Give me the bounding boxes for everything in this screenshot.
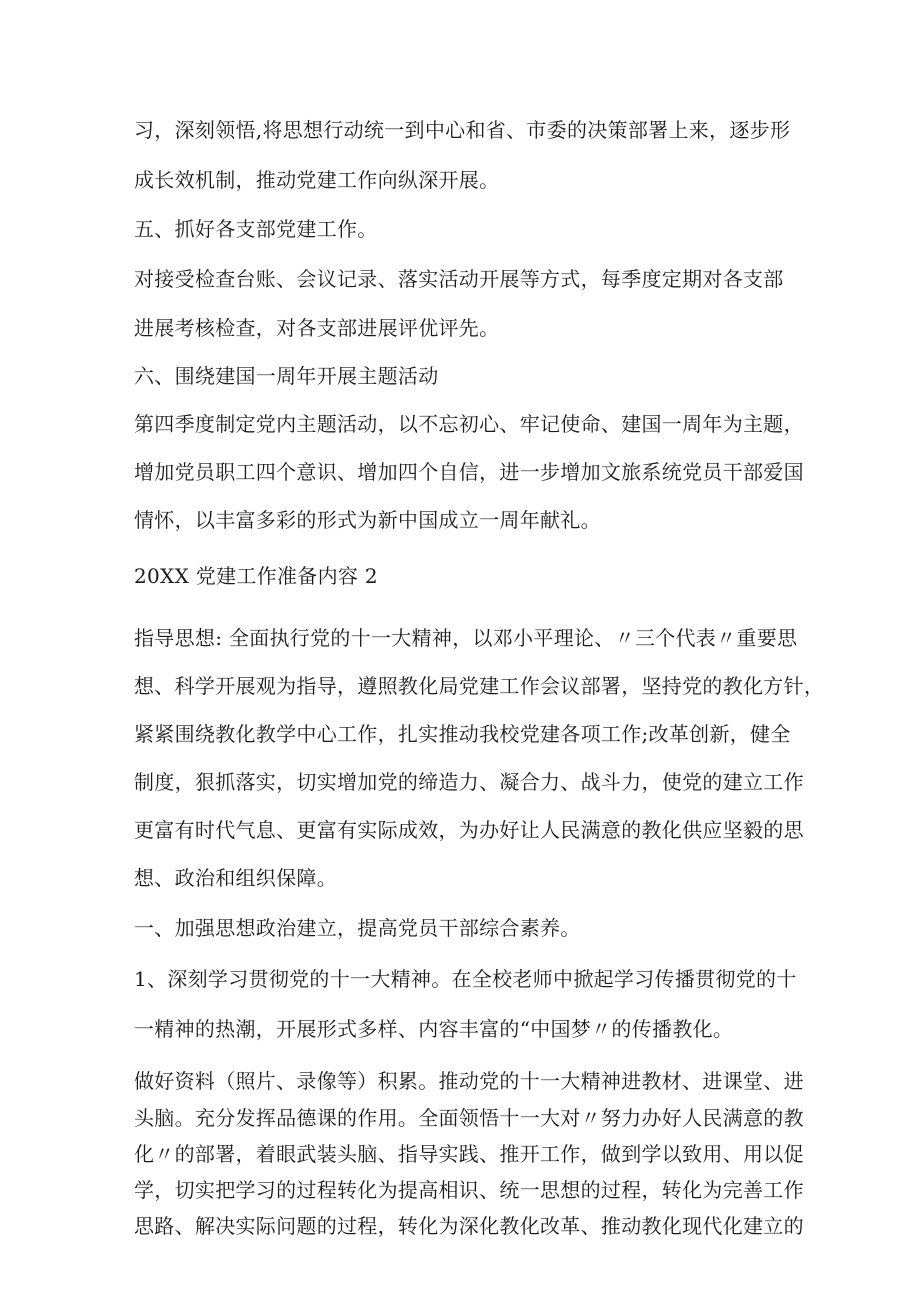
text-line: 思路、解决实际问题的过程，转化为深化教化改革、推动教化现代化建立的	[134, 1214, 804, 1238]
text-line: 想、政治和组织保障。	[134, 866, 337, 890]
text-line: 进展考核检查，对各支部进展评优评先。	[134, 316, 500, 340]
text-line: 情怀，以丰富多彩的形式为新中国成立一周年献礼。	[134, 508, 601, 532]
text-line: 学，切实把学习的过程转化为提高相识、统一思想的过程，转化为完善工作	[134, 1178, 804, 1202]
document-title: 20XX 党建工作准备内容 2	[134, 564, 378, 588]
text-line: 1、深刻学习贯彻党的十一大精神。在全校老师中掀起学习传播贯彻党的十	[134, 967, 797, 991]
text-line: 紧紧围绕教化教学中心工作，扎实推动我校党建各项工作;改革创新，健全	[134, 722, 791, 746]
text-line: 更富有时代气息、更富有实际成效，为办好让人民满意的教化供应坚毅的思	[134, 818, 804, 842]
text-line: 想、科学开展观为指导，遵照教化局党建工作会议部署，坚持党的教化方针，	[134, 674, 825, 698]
text-line: 指导思想: 全面执行党的十一大精神，以邓小平理论、〃三个代表〃重要思	[134, 626, 798, 650]
text-line: 做好资料（照片、录像等）积累。推动党的十一大精神进教材、进课堂、进	[134, 1069, 804, 1093]
text-line: 第四季度制定党内主题活动，以不忘初心、牢记使命、建国一周年为主题，	[134, 412, 804, 436]
text-line: 成长效机制，推动党建工作向纵深开展。	[134, 168, 500, 192]
text-line: 增加党员职工四个意识、增加四个自信，进一步增加文旅系统党员干部爱国	[134, 460, 804, 484]
section-heading: 一、加强思想政治建立，提高党员干部综合素养。	[134, 916, 581, 940]
text-line: 习，深刻领悟,将思想行动统一到中心和省、市委的决策部署上来，逐步形	[134, 118, 791, 142]
text-line: 对接受检查台账、会议记录、落实活动开展等方式，每季度定期对各支部	[134, 267, 784, 291]
section-heading: 五、抓好各支部党建工作。	[134, 217, 378, 241]
text-line: 头脑。充分发挥品德课的作用。全面领悟十一大对〃努力办好人民满意的教	[134, 1106, 804, 1130]
section-heading: 六、围绕建国一周年开展主题活动	[134, 364, 439, 388]
text-line: 制度，狠抓落实，切实增加党的缔造力、凝合力、战斗力，使党的建立工作	[134, 770, 804, 794]
text-line: 一精神的热潮，开展形式多样、内容丰富的“中国梦〃的传播教化。	[134, 1017, 734, 1041]
text-line: 化〃的部署，着眼武装头脑、指导实践、推开工作，做到学以致用、用以促	[134, 1142, 804, 1166]
